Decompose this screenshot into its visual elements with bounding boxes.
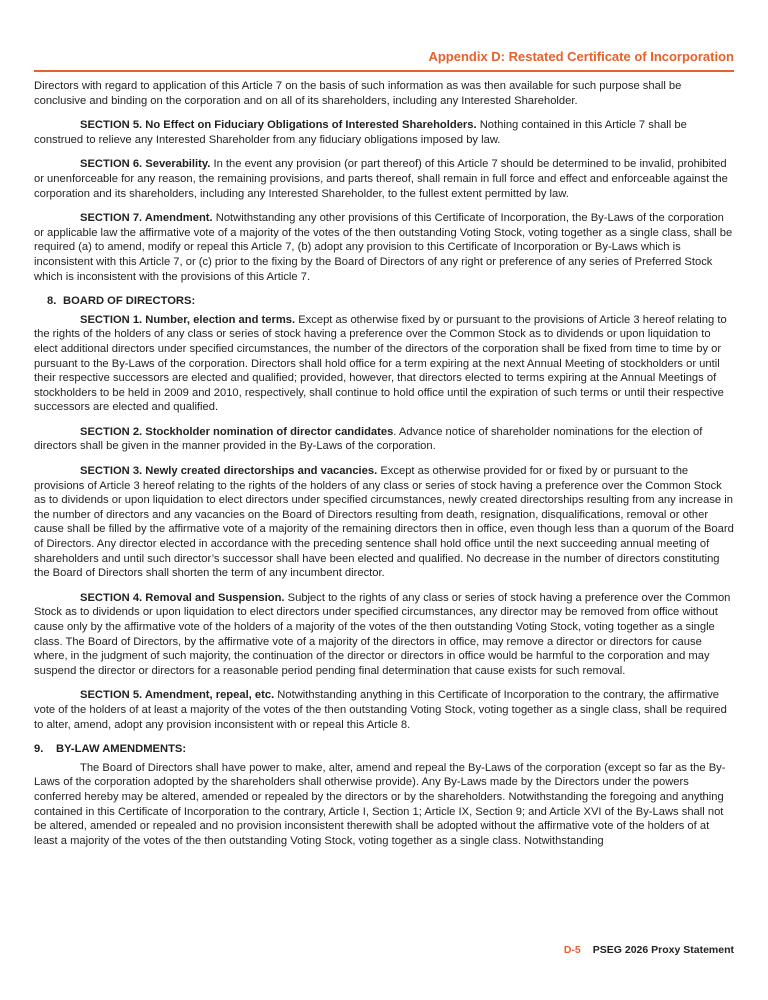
section-title: SECTION 3. Newly created directorships and vacancies. bbox=[80, 465, 378, 478]
section-title: SECTION 1. Number, election and terms. bbox=[80, 313, 296, 326]
art8-section1 bbox=[34, 313, 734, 415]
section-body: . Advance notice of shareholder nominations for the election of directors shall be given in the manner provided in the By-Laws of the corporation. bbox=[34, 425, 703, 453]
art7-section7 bbox=[34, 211, 734, 284]
page-header bbox=[34, 48, 734, 72]
art8-section5 bbox=[34, 688, 734, 732]
section-body: Except as otherwise fixed by or pursuant to the provisions of Article 3 hereof relating to the rights of the holders of any class or series of stock having a preference over the Common Stock as to dividends or upon liquidation to elect additional directors under specified circumstances, the number of the directors of the corporation shall be fixed from time to time by or pursuant to the By-Laws of the corporation. Directors shall hold office for a term expiring at the next Annual Meeting of stockholders or until their respective successors are elected and qualified; provided, however, that directors elected to terms expiring at the Annual Meetings of stockholders to be held in 2009 and 2010, respectively, shall continue to hold office until the expiration of such terms or until their respective successors are elected and qualified. bbox=[34, 313, 727, 414]
art7-section6 bbox=[34, 157, 734, 201]
section-title: SECTION 4. Removal and Suspension. bbox=[80, 591, 285, 604]
section-title: SECTION 7. Amendment. bbox=[80, 212, 213, 225]
document-body bbox=[34, 79, 734, 858]
art8-section2 bbox=[34, 425, 734, 454]
section-title: SECTION 2. Stockholder nomination of director candidates bbox=[80, 425, 394, 438]
header-title: Appendix D: Restated Certificate of Incorporation bbox=[428, 49, 734, 64]
article-number: 8. bbox=[47, 295, 57, 308]
section-body: Except as otherwise provided for or fixed by or pursuant to the provisions of Article 3 hereof relating to the rights of the holders of any class or series of stock having a preference over the Common Stock as to dividends or upon liquidation to elect directors under specified circumstances, newly created directorships resulting from any increase in the number of directors and any vacancies on the Board of Directors resulting from death, resignation, disqualifications, removal or other cause shall be filled by the affirmative vote of a majority of the remaining directors then in office, even though less than a quorum of the Board of Directors. Any director elected in accordance with the preceding sentence shall hold office until the next succeeding annual meeting of shareholders and until such director’s successor shall have been elected and qualified. No decrease in the number of directors constituting the Board of Directors shall shorten the term of any incumbent director. bbox=[34, 465, 734, 580]
continuation-paragraph: Directors with regard to application of this Article 7 on the basis of such information as was then available for such purpose shall be conclusive and binding on the corporation and on all of its shareholders, including any Interested Shareholder. bbox=[34, 80, 682, 107]
article-8-heading bbox=[34, 294, 734, 309]
art9-body: The Board of Directors shall have power to make, alter, amend and repeal the By-Laws of the corporation (except so far as the By-Laws of the corporation adopted by the shareholders shall otherwise provide). Any By-Laws made by the Directors under the powers conferred hereby may be altered, amended or repealed by the directors or by the shareholders. Notwithstanding the foregoing and anything contained in this Certificate of Incorporation to the contrary, Article I, Section 1; Article IX, Section 9; and Article XVI of the By-Laws shall not be altered, amended or repealed and no provision inconsistent therewith shall be adopted without the affirmative vote of the holders of at least a majority of the votes of the then outstanding Voting Stock, voting together as a single class. Notwithstanding bbox=[34, 761, 726, 847]
section-body: Notwithstanding anything in this Certificate of Incorporation to the contrary, the affirmative vote of the holders of at least a majority of the votes of the then outstanding Voting Stock, voting together as a single class, shall be required to alter, amend, adopt any provision inconsistent with or repeal this Article 8. bbox=[34, 689, 727, 731]
section-title: SECTION 5. No Effect on Fiduciary Obligations of Interested Shareholders. bbox=[80, 119, 477, 132]
page-number: D-5 bbox=[563, 944, 581, 956]
article-number: 9. bbox=[34, 743, 44, 756]
art7-section5 bbox=[34, 118, 734, 147]
art8-section4 bbox=[34, 591, 734, 679]
section-body: Notwithstanding any other provisions of this Certificate of Incorporation, the By-Laws of the corporation or applicable law the affirmative vote of a majority of the votes of the then outstanding Voting Stock, voting together as a single class, shall be required (a) to amend, modify or repeal this Article 7, (b) adopt any provision to this Certificate of Incorporation or By-Laws which is inconsistent with this Article 7, or (c) prior to the fixing by the Board of Directors of any right or preference of any series of Preferred Stock which is inconsistent with the provisions of this Article 7. bbox=[34, 212, 733, 283]
section-body: Subject to the rights of any class or series of stock having a preference over the Common Stock as to dividends or upon liquidation to elect directors under specified circumstances, any director may be removed from office without cause only by the affirmative vote of the holders of a majority of the votes of the then outstanding Voting Stock, voting together as a single class. The Board of Directors, by the affirmative vote of a majority of the directors in office, may remove a director or directors for cause where, in the judgment of such majority, the continuation of the director or directors in office would be harmful to the corporation and may suspend the director or directors for a reasonable period pending final determination that cause exists for such removal. bbox=[34, 591, 731, 677]
art8-section3 bbox=[34, 464, 734, 581]
article-title: BY-LAW AMENDMENTS: bbox=[56, 743, 187, 756]
section-body: Nothing contained in this Article 7 shall be construed to relieve any Interested Shareholder from any fiduciary obligations imposed by law. bbox=[34, 119, 687, 146]
page-footer bbox=[564, 944, 734, 956]
article-9-heading bbox=[34, 742, 734, 757]
section-title: SECTION 6. Severability. bbox=[80, 158, 211, 171]
section-title: SECTION 5. Amendment, repeal, etc. bbox=[80, 689, 275, 702]
document-title: PSEG 2026 Proxy Statement bbox=[592, 944, 734, 956]
section-body: In the event any provision (or part thereof) of this Article 7 should be determined to be invalid, prohibited or unenforceable for any reason, the remaining provisions, and parts thereof, shall remain in full force and effect and enforceable against the corporation and its shareholders, including any Interested Shareholder, to the fullest extent permitted by law. bbox=[34, 158, 728, 200]
article-title: BOARD OF DIRECTORS: bbox=[63, 295, 196, 308]
